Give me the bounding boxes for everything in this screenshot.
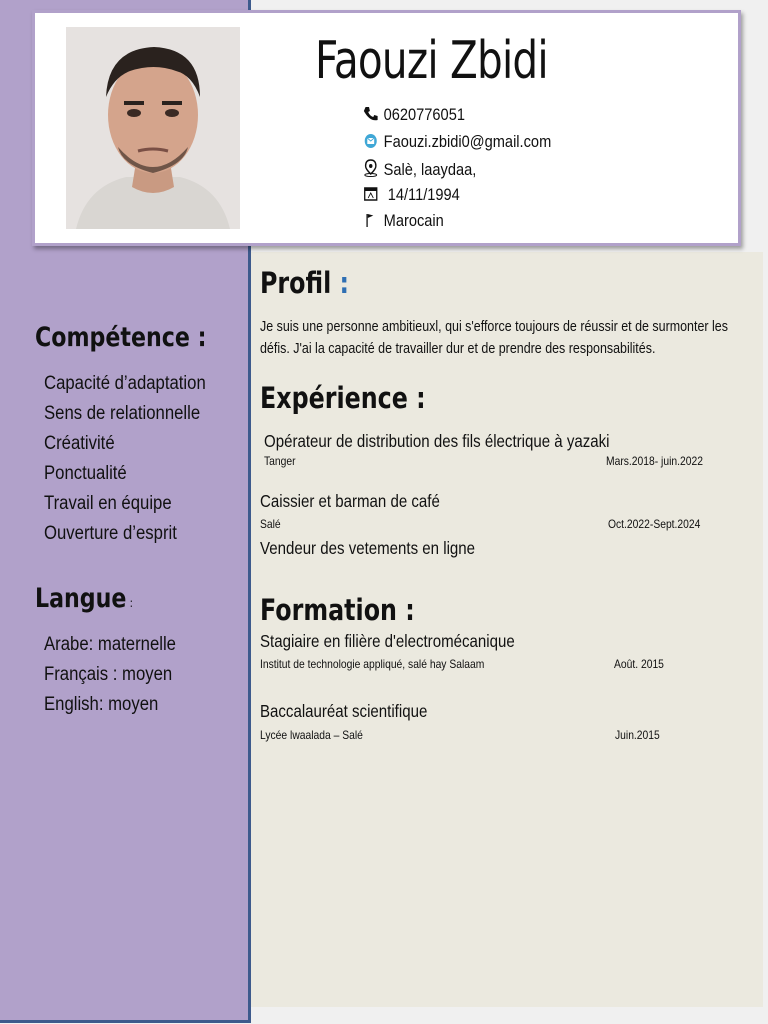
email-icon bbox=[363, 133, 378, 154]
content-panel bbox=[251, 252, 763, 1007]
education-title: Stagiaire en filière d'electromécanique bbox=[260, 631, 515, 651]
profile-colon: : bbox=[331, 266, 350, 300]
experience-date: Mars.2018- juin.2022 bbox=[606, 454, 703, 468]
education-title: Baccalauréat scientifique bbox=[260, 701, 428, 721]
nationality-line bbox=[363, 211, 444, 233]
experience-title: Vendeur des vetements en ligne bbox=[260, 538, 476, 558]
skill-item: Ponctualité bbox=[44, 463, 127, 484]
education-date: Août. 2015 bbox=[614, 657, 664, 671]
skill-item: Ouverture d’esprit bbox=[44, 523, 177, 544]
experience-place: Salé bbox=[260, 517, 281, 531]
flag-icon bbox=[363, 212, 378, 233]
header-card bbox=[32, 10, 741, 246]
profile-photo bbox=[66, 27, 240, 229]
education-place: Institut de technologie appliqué, salé hay Salaam bbox=[260, 657, 485, 671]
languages-colon: : bbox=[126, 596, 133, 610]
email-text: Faouzi.zbidi0@gmail.com bbox=[383, 132, 552, 151]
skills-heading: Compétence : bbox=[35, 322, 207, 353]
phone-icon bbox=[363, 106, 378, 127]
experience-date: Oct.2022-Sept.2024 bbox=[608, 517, 701, 531]
profile-title: Profil bbox=[260, 266, 332, 300]
address-text: Salè, laaydaa, bbox=[383, 160, 477, 179]
address-line bbox=[363, 159, 476, 182]
location-icon bbox=[363, 159, 378, 182]
experience-heading: Expérience : bbox=[260, 381, 426, 415]
skill-item: Créativité bbox=[44, 433, 115, 454]
education-heading: Formation : bbox=[260, 593, 415, 627]
birthdate-text: 14/11/1994 bbox=[383, 185, 460, 204]
languages-title: Langue bbox=[35, 583, 127, 614]
skill-item: Sens de relationnelle bbox=[44, 403, 201, 424]
education-place: Lycée lwaalada – Salé bbox=[260, 728, 363, 742]
skill-item: Capacité d’adaptation bbox=[44, 373, 206, 394]
language-item: Français : moyen bbox=[44, 664, 173, 685]
email-line bbox=[363, 132, 551, 154]
nationality-text: Marocain bbox=[383, 211, 444, 230]
experience-title: Caissier et barman de café bbox=[260, 491, 440, 511]
experience-place: Tanger bbox=[264, 454, 296, 468]
calendar-icon bbox=[363, 186, 378, 207]
experience-title: Opérateur de distribution des fils électrique à yazaki bbox=[264, 431, 610, 451]
languages-heading bbox=[35, 583, 133, 614]
profile-text: Je suis une personne ambitieuxl, qui s'efforce toujours de réussir et de surmonter les défis. J'ai la capacité de travailler dur et de prendre des responsabilités. bbox=[260, 319, 728, 357]
language-item: Arabe: maternelle bbox=[44, 634, 176, 655]
birthdate-line bbox=[363, 185, 460, 207]
phone-text: 0620776051 bbox=[383, 105, 465, 124]
skill-item: Travail en équipe bbox=[44, 493, 172, 514]
language-item: English: moyen bbox=[44, 694, 159, 715]
person-name: Faouzi Zbidi bbox=[315, 31, 548, 91]
profile-heading bbox=[260, 266, 349, 300]
phone-line bbox=[363, 105, 465, 127]
education-date: Juin.2015 bbox=[615, 728, 660, 742]
